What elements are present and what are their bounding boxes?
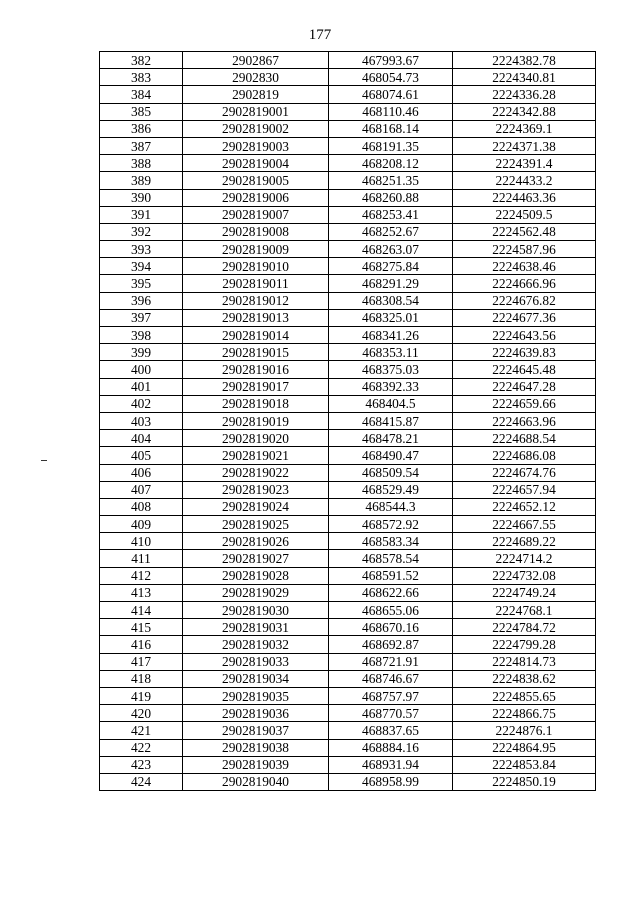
point-number-cell: 396 bbox=[100, 292, 183, 309]
x-coordinate-cell: 468404.5 bbox=[329, 395, 453, 412]
y-coordinate-cell: 2224638.46 bbox=[453, 258, 596, 275]
point-id-cell: 2902819004 bbox=[183, 155, 329, 172]
point-id-cell: 2902819022 bbox=[183, 464, 329, 481]
point-number-cell: 398 bbox=[100, 327, 183, 344]
point-id-cell: 2902819031 bbox=[183, 619, 329, 636]
y-coordinate-cell: 2224371.38 bbox=[453, 137, 596, 154]
point-id-cell: 2902819009 bbox=[183, 241, 329, 258]
x-coordinate-cell: 468578.54 bbox=[329, 550, 453, 567]
point-id-cell: 2902819021 bbox=[183, 447, 329, 464]
y-coordinate-cell: 2224645.48 bbox=[453, 361, 596, 378]
table-row bbox=[100, 670, 596, 687]
x-coordinate-cell: 468478.21 bbox=[329, 430, 453, 447]
x-coordinate-cell: 468770.57 bbox=[329, 705, 453, 722]
table-row bbox=[100, 584, 596, 601]
y-coordinate-cell: 2224768.1 bbox=[453, 602, 596, 619]
point-id-cell: 2902867 bbox=[183, 52, 329, 69]
point-number-cell: 403 bbox=[100, 412, 183, 429]
point-number-cell: 406 bbox=[100, 464, 183, 481]
point-number-cell: 424 bbox=[100, 773, 183, 790]
table-row bbox=[100, 756, 596, 773]
x-coordinate-cell: 468490.47 bbox=[329, 447, 453, 464]
x-coordinate-cell: 468746.67 bbox=[329, 670, 453, 687]
table-row bbox=[100, 258, 596, 275]
page-number: 177 bbox=[308, 27, 332, 43]
x-coordinate-cell: 468341.26 bbox=[329, 327, 453, 344]
point-id-cell: 2902819039 bbox=[183, 756, 329, 773]
point-id-cell: 2902819036 bbox=[183, 705, 329, 722]
table-row bbox=[100, 567, 596, 584]
table-row bbox=[100, 636, 596, 653]
point-id-cell: 2902819013 bbox=[183, 309, 329, 326]
point-number-cell: 388 bbox=[100, 155, 183, 172]
point-id-cell: 2902819006 bbox=[183, 189, 329, 206]
point-number-cell: 410 bbox=[100, 533, 183, 550]
point-id-cell: 2902819018 bbox=[183, 395, 329, 412]
x-coordinate-cell: 468670.16 bbox=[329, 619, 453, 636]
y-coordinate-cell: 2224686.08 bbox=[453, 447, 596, 464]
point-number-cell: 423 bbox=[100, 756, 183, 773]
x-coordinate-cell: 468168.14 bbox=[329, 120, 453, 137]
point-number-cell: 401 bbox=[100, 378, 183, 395]
y-coordinate-cell: 2224340.81 bbox=[453, 69, 596, 86]
point-id-cell: 2902819008 bbox=[183, 223, 329, 240]
point-number-cell: 397 bbox=[100, 309, 183, 326]
table-row bbox=[100, 619, 596, 636]
y-coordinate-cell: 2224562.48 bbox=[453, 223, 596, 240]
table-row bbox=[100, 120, 596, 137]
x-coordinate-cell: 468251.35 bbox=[329, 172, 453, 189]
y-coordinate-cell: 2224652.12 bbox=[453, 498, 596, 515]
table-row bbox=[100, 481, 596, 498]
point-number-cell: 384 bbox=[100, 86, 183, 103]
table-row bbox=[100, 155, 596, 172]
table-row bbox=[100, 86, 596, 103]
x-coordinate-cell: 468191.35 bbox=[329, 137, 453, 154]
table-row bbox=[100, 464, 596, 481]
y-coordinate-cell: 2224643.56 bbox=[453, 327, 596, 344]
y-coordinate-cell: 2224463.36 bbox=[453, 189, 596, 206]
x-coordinate-cell: 468325.01 bbox=[329, 309, 453, 326]
y-coordinate-cell: 2224509.5 bbox=[453, 206, 596, 223]
x-coordinate-cell: 468392.33 bbox=[329, 378, 453, 395]
x-coordinate-cell: 468415.87 bbox=[329, 412, 453, 429]
point-number-cell: 387 bbox=[100, 137, 183, 154]
point-number-cell: 385 bbox=[100, 103, 183, 120]
table-row bbox=[100, 653, 596, 670]
point-id-cell: 2902819001 bbox=[183, 103, 329, 120]
y-coordinate-cell: 2224799.28 bbox=[453, 636, 596, 653]
coordinates-table bbox=[99, 51, 596, 791]
x-coordinate-cell: 468721.91 bbox=[329, 653, 453, 670]
table-row bbox=[100, 275, 596, 292]
y-coordinate-cell: 2224677.36 bbox=[453, 309, 596, 326]
table-row bbox=[100, 516, 596, 533]
margin-mark bbox=[41, 460, 47, 461]
point-number-cell: 412 bbox=[100, 567, 183, 584]
point-number-cell: 404 bbox=[100, 430, 183, 447]
point-id-cell: 2902819040 bbox=[183, 773, 329, 790]
point-id-cell: 2902819024 bbox=[183, 498, 329, 515]
point-id-cell: 2902819015 bbox=[183, 344, 329, 361]
point-id-cell: 2902819 bbox=[183, 86, 329, 103]
table-row bbox=[100, 705, 596, 722]
point-number-cell: 382 bbox=[100, 52, 183, 69]
x-coordinate-cell: 468275.84 bbox=[329, 258, 453, 275]
table-row bbox=[100, 412, 596, 429]
point-number-cell: 395 bbox=[100, 275, 183, 292]
x-coordinate-cell: 468291.29 bbox=[329, 275, 453, 292]
y-coordinate-cell: 2224639.83 bbox=[453, 344, 596, 361]
x-coordinate-cell: 468253.41 bbox=[329, 206, 453, 223]
table-row bbox=[100, 722, 596, 739]
point-number-cell: 393 bbox=[100, 241, 183, 258]
x-coordinate-cell: 468074.61 bbox=[329, 86, 453, 103]
point-id-cell: 2902819002 bbox=[183, 120, 329, 137]
point-id-cell: 2902819020 bbox=[183, 430, 329, 447]
y-coordinate-cell: 2224666.96 bbox=[453, 275, 596, 292]
x-coordinate-cell: 468931.94 bbox=[329, 756, 453, 773]
point-number-cell: 394 bbox=[100, 258, 183, 275]
table-row bbox=[100, 739, 596, 756]
table-row bbox=[100, 498, 596, 515]
coordinates-table-body bbox=[100, 52, 596, 791]
point-number-cell: 418 bbox=[100, 670, 183, 687]
x-coordinate-cell: 468655.06 bbox=[329, 602, 453, 619]
point-id-cell: 2902819014 bbox=[183, 327, 329, 344]
y-coordinate-cell: 2224688.54 bbox=[453, 430, 596, 447]
x-coordinate-cell: 468263.07 bbox=[329, 241, 453, 258]
table-row bbox=[100, 430, 596, 447]
point-id-cell: 2902819033 bbox=[183, 653, 329, 670]
y-coordinate-cell: 2224587.96 bbox=[453, 241, 596, 258]
point-id-cell: 2902819029 bbox=[183, 584, 329, 601]
table-row bbox=[100, 189, 596, 206]
point-id-cell: 2902819030 bbox=[183, 602, 329, 619]
point-number-cell: 417 bbox=[100, 653, 183, 670]
table-row bbox=[100, 103, 596, 120]
x-coordinate-cell: 468572.92 bbox=[329, 516, 453, 533]
point-number-cell: 402 bbox=[100, 395, 183, 412]
y-coordinate-cell: 2224667.55 bbox=[453, 516, 596, 533]
point-id-cell: 2902819010 bbox=[183, 258, 329, 275]
point-number-cell: 389 bbox=[100, 172, 183, 189]
y-coordinate-cell: 2224336.28 bbox=[453, 86, 596, 103]
y-coordinate-cell: 2224732.08 bbox=[453, 567, 596, 584]
table-row bbox=[100, 687, 596, 704]
y-coordinate-cell: 2224647.28 bbox=[453, 378, 596, 395]
point-id-cell: 2902819027 bbox=[183, 550, 329, 567]
point-id-cell: 2902819037 bbox=[183, 722, 329, 739]
point-number-cell: 416 bbox=[100, 636, 183, 653]
x-coordinate-cell: 468260.88 bbox=[329, 189, 453, 206]
y-coordinate-cell: 2224838.62 bbox=[453, 670, 596, 687]
table-row bbox=[100, 69, 596, 86]
y-coordinate-cell: 2224864.95 bbox=[453, 739, 596, 756]
x-coordinate-cell: 468622.66 bbox=[329, 584, 453, 601]
point-id-cell: 2902830 bbox=[183, 69, 329, 86]
table-row bbox=[100, 241, 596, 258]
y-coordinate-cell: 2224663.96 bbox=[453, 412, 596, 429]
point-number-cell: 413 bbox=[100, 584, 183, 601]
table-row bbox=[100, 292, 596, 309]
x-coordinate-cell: 468509.54 bbox=[329, 464, 453, 481]
x-coordinate-cell: 468110.46 bbox=[329, 103, 453, 120]
x-coordinate-cell: 468757.97 bbox=[329, 687, 453, 704]
table-row bbox=[100, 327, 596, 344]
table-row bbox=[100, 172, 596, 189]
point-id-cell: 2902819016 bbox=[183, 361, 329, 378]
point-number-cell: 414 bbox=[100, 602, 183, 619]
point-number-cell: 408 bbox=[100, 498, 183, 515]
point-number-cell: 421 bbox=[100, 722, 183, 739]
point-id-cell: 2902819032 bbox=[183, 636, 329, 653]
y-coordinate-cell: 2224855.65 bbox=[453, 687, 596, 704]
y-coordinate-cell: 2224749.24 bbox=[453, 584, 596, 601]
point-number-cell: 386 bbox=[100, 120, 183, 137]
y-coordinate-cell: 2224382.78 bbox=[453, 52, 596, 69]
point-id-cell: 2902819034 bbox=[183, 670, 329, 687]
table-row bbox=[100, 137, 596, 154]
y-coordinate-cell: 2224814.73 bbox=[453, 653, 596, 670]
point-number-cell: 411 bbox=[100, 550, 183, 567]
point-number-cell: 399 bbox=[100, 344, 183, 361]
y-coordinate-cell: 2224689.22 bbox=[453, 533, 596, 550]
point-id-cell: 2902819005 bbox=[183, 172, 329, 189]
point-id-cell: 2902819003 bbox=[183, 137, 329, 154]
y-coordinate-cell: 2224714.2 bbox=[453, 550, 596, 567]
table-row bbox=[100, 52, 596, 69]
x-coordinate-cell: 468054.73 bbox=[329, 69, 453, 86]
y-coordinate-cell: 2224676.82 bbox=[453, 292, 596, 309]
point-number-cell: 407 bbox=[100, 481, 183, 498]
point-id-cell: 2902819028 bbox=[183, 567, 329, 584]
table-row bbox=[100, 206, 596, 223]
y-coordinate-cell: 2224853.84 bbox=[453, 756, 596, 773]
point-number-cell: 409 bbox=[100, 516, 183, 533]
point-id-cell: 2902819026 bbox=[183, 533, 329, 550]
y-coordinate-cell: 2224659.66 bbox=[453, 395, 596, 412]
y-coordinate-cell: 2224784.72 bbox=[453, 619, 596, 636]
point-number-cell: 419 bbox=[100, 687, 183, 704]
table-row bbox=[100, 309, 596, 326]
point-id-cell: 2902819007 bbox=[183, 206, 329, 223]
x-coordinate-cell: 468353.11 bbox=[329, 344, 453, 361]
point-number-cell: 415 bbox=[100, 619, 183, 636]
table-row bbox=[100, 361, 596, 378]
point-id-cell: 2902819017 bbox=[183, 378, 329, 395]
y-coordinate-cell: 2224391.4 bbox=[453, 155, 596, 172]
x-coordinate-cell: 468308.54 bbox=[329, 292, 453, 309]
table-row bbox=[100, 344, 596, 361]
table-row bbox=[100, 602, 596, 619]
point-id-cell: 2902819023 bbox=[183, 481, 329, 498]
point-id-cell: 2902819025 bbox=[183, 516, 329, 533]
point-id-cell: 2902819011 bbox=[183, 275, 329, 292]
point-number-cell: 390 bbox=[100, 189, 183, 206]
y-coordinate-cell: 2224850.19 bbox=[453, 773, 596, 790]
y-coordinate-cell: 2224866.75 bbox=[453, 705, 596, 722]
x-coordinate-cell: 468958.99 bbox=[329, 773, 453, 790]
y-coordinate-cell: 2224433.2 bbox=[453, 172, 596, 189]
table-row bbox=[100, 447, 596, 464]
y-coordinate-cell: 2224369.1 bbox=[453, 120, 596, 137]
point-number-cell: 405 bbox=[100, 447, 183, 464]
table-row bbox=[100, 223, 596, 240]
x-coordinate-cell: 468591.52 bbox=[329, 567, 453, 584]
x-coordinate-cell: 468692.87 bbox=[329, 636, 453, 653]
point-id-cell: 2902819012 bbox=[183, 292, 329, 309]
y-coordinate-cell: 2224657.94 bbox=[453, 481, 596, 498]
point-number-cell: 383 bbox=[100, 69, 183, 86]
point-number-cell: 391 bbox=[100, 206, 183, 223]
x-coordinate-cell: 468529.49 bbox=[329, 481, 453, 498]
point-number-cell: 422 bbox=[100, 739, 183, 756]
point-id-cell: 2902819038 bbox=[183, 739, 329, 756]
table-row bbox=[100, 378, 596, 395]
y-coordinate-cell: 2224674.76 bbox=[453, 464, 596, 481]
x-coordinate-cell: 468583.34 bbox=[329, 533, 453, 550]
point-id-cell: 2902819035 bbox=[183, 687, 329, 704]
y-coordinate-cell: 2224342.88 bbox=[453, 103, 596, 120]
point-number-cell: 400 bbox=[100, 361, 183, 378]
x-coordinate-cell: 468208.12 bbox=[329, 155, 453, 172]
table-row bbox=[100, 395, 596, 412]
point-number-cell: 420 bbox=[100, 705, 183, 722]
x-coordinate-cell: 468544.3 bbox=[329, 498, 453, 515]
point-number-cell: 392 bbox=[100, 223, 183, 240]
point-id-cell: 2902819019 bbox=[183, 412, 329, 429]
x-coordinate-cell: 468837.65 bbox=[329, 722, 453, 739]
y-coordinate-cell: 2224876.1 bbox=[453, 722, 596, 739]
table-row bbox=[100, 773, 596, 790]
x-coordinate-cell: 467993.67 bbox=[329, 52, 453, 69]
x-coordinate-cell: 468375.03 bbox=[329, 361, 453, 378]
x-coordinate-cell: 468884.16 bbox=[329, 739, 453, 756]
table-row bbox=[100, 533, 596, 550]
x-coordinate-cell: 468252.67 bbox=[329, 223, 453, 240]
table-row bbox=[100, 550, 596, 567]
